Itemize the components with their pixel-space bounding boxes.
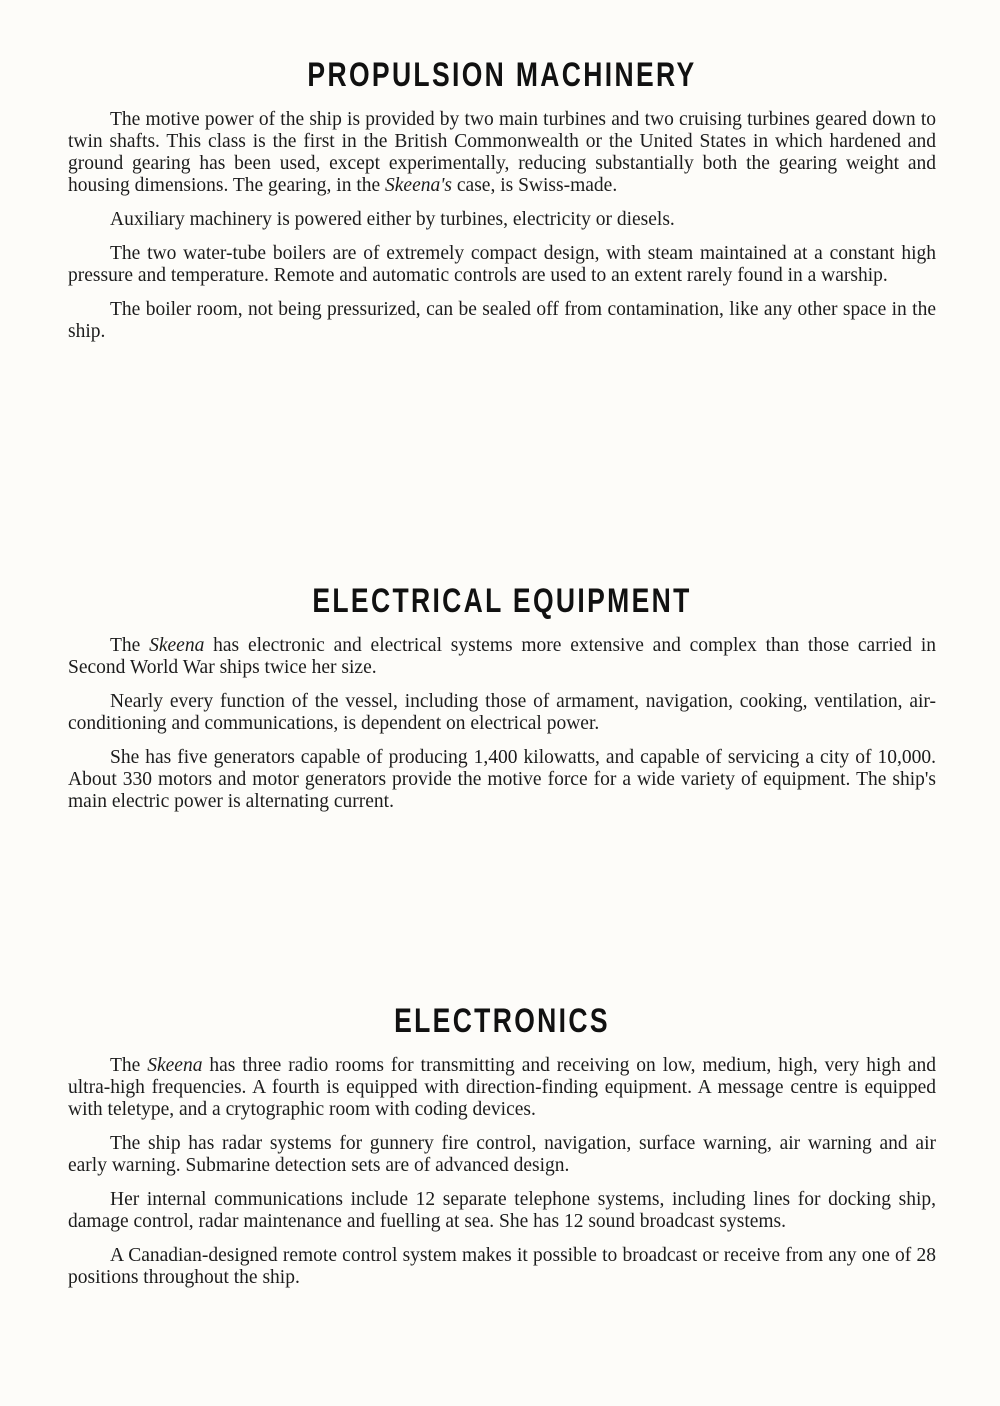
paragraph: Her internal communications include 12 separate telephone systems, including lines for docking ship, damage control, radar maintenance and fuelling at sea. She has 12 sound broadcast systems. bbox=[68, 1189, 936, 1232]
paragraph: She has five generators capable of producing 1,400 kilowatts, and capable of servicing a city of 10,000. About 330 motors and motor generators provide the motive force for a wide variety of equipment. The ship's main electric power is alternating current. bbox=[68, 747, 936, 812]
italic-ship-name: Skeena's bbox=[385, 175, 453, 196]
paragraph: The Skeena has three radio rooms for transmitting and receiving on low, medium, high, very high and ultra-high frequencies. A fourth is equipped with direction-finding equipment. A message centre is equipped with teletype, and a crytographic room with coding devices. bbox=[68, 1055, 936, 1120]
section-body bbox=[68, 635, 936, 813]
section-electronics bbox=[68, 1002, 936, 1301]
paragraph: The motive power of the ship is provided by two main turbines and two cruising turbines geared down to twin shafts. This class is the first in the British Commonwealth or the United States in which hardened and ground gearing has been used, except experimentally, reducing substantially both the gearing weight and housing dimensions. The gearing, in the Skeena's case, is Swiss-made. bbox=[68, 109, 936, 196]
paragraph: A Canadian-designed remote control system makes it possible to broadcast or receive from any one of 28 positions throughout the ship. bbox=[68, 1245, 936, 1288]
paragraph: The Skeena has electronic and electrical systems more extensive and complex than those carried in Second World War ships twice her size. bbox=[68, 635, 936, 678]
paragraph: The two water-tube boilers are of extremely compact design, with steam maintained at a constant high pressure and temperature. Remote and automatic controls are used to an extent rarely found in a warship. bbox=[68, 243, 936, 286]
section-heading: ELECTRICAL EQUIPMENT bbox=[312, 582, 692, 620]
paragraph: Auxiliary machinery is powered either by turbines, electricity or diesels. bbox=[110, 209, 675, 230]
section-heading: PROPULSION MACHINERY bbox=[307, 56, 697, 94]
section-body bbox=[68, 1055, 936, 1289]
paragraph: Nearly every function of the vessel, including those of armament, navigation, cooking, ventilation, air-conditioning and communications, is dependent on electrical power. bbox=[68, 691, 936, 734]
italic-ship-name: Skeena bbox=[149, 635, 205, 656]
section-propulsion-machinery bbox=[68, 56, 936, 355]
section-electrical-equipment bbox=[68, 582, 936, 825]
paragraph: The ship has radar systems for gunnery fire control, navigation, surface warning, air warning and air early warning. Submarine detection sets are of advanced design. bbox=[68, 1133, 936, 1176]
paragraph: The boiler room, not being pressurized, can be sealed off from contamination, like any other space in the ship. bbox=[68, 299, 936, 342]
section-body bbox=[68, 109, 936, 343]
italic-ship-name: Skeena bbox=[147, 1055, 203, 1076]
section-heading: ELECTRONICS bbox=[394, 1002, 610, 1040]
